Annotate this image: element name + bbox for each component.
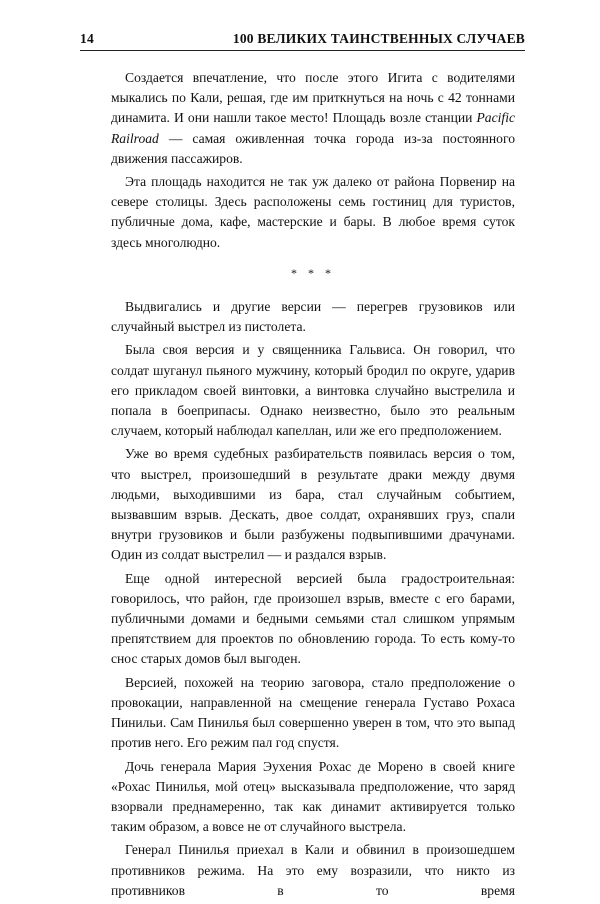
paragraph-text: Создается впечатление, что после этого Игита с водителями мыкались по Кали, решая, где им приткнуться на ночь с 42 тоннами динамита. И они нашли такое место! Площадь возле станции bbox=[111, 70, 515, 126]
running-header bbox=[80, 28, 525, 51]
book-title: 100 ВЕЛИКИХ ТАИНСТВЕННЫХ СЛУЧАЕВ bbox=[232, 31, 525, 46]
italic-station-name: Pacific Railroad bbox=[111, 110, 515, 146]
paragraph-text: — самая оживленная точка города из-за постоянного движения пассажиров. bbox=[111, 130, 515, 166]
section-separator: * * * bbox=[291, 265, 335, 280]
paragraph: Дочь генерала Мария Эухения Рохас де Морено в своей книге «Рохас Пинилья, мой отец» высказывала предположение, что заряд взорвали преднамеренно, так как динамит активируется только таким образом, а вовсе не от случайного выстрела. bbox=[111, 758, 515, 835]
paragraph: Версией, похожей на теорию заговора, стало предположение о провокации, направленной на смещение генерала Густаво Рохаса Пинильи. Сам Пинилья был совершенно уверен в том, что это выпад против него. Его режим пал год спустя. bbox=[111, 674, 515, 751]
page-body bbox=[111, 68, 515, 904]
paragraph: Была своя версия и у священника Гальвиса. Он говорил, что солдат шуганул пьяного мужчину, который бродил по округе, ударив его прикладом своей винтовки, а винтовка случайно выстрелила и попала в боеприпасы. Однако неизвестно, было это реальным случаем, который наблюдал капеллан, или же его предположением. bbox=[111, 342, 515, 439]
paragraph: Еще одной интересной версией была градостроительная: говорилось, что район, где произошел взрыв, вместе с его барами, публичными домами и бедными семьями стал слишком упрямым препятствием для проектов по обновлению города. То есть кому-то снос старых домов был выгоден. bbox=[111, 570, 515, 667]
paragraph: Эта площадь находится не так уж далеко от района Порвенир на севере столицы. Здесь расположены семь гостиниц для туристов, публичные дома, кафе, мастерские и бары. В любое время суток здесь многолюдно. bbox=[111, 174, 515, 250]
paragraph: Уже во время судебных разбирательств появилась версия о том, что выстрел, произошедший в результате драки между двумя людьми, выходившими из бара, стал случайным событием, вызвавшим взрыв. Дескать, двое солдат, охранявших груз, спали внутри грузовиков и были разбужены подвыпившими драчунами. Один из солдат выстрелил — и раздался взрыв. bbox=[111, 446, 515, 563]
paragraph bbox=[111, 68, 515, 169]
paragraph: Выдвигались и другие версии — перегрев грузовиков или случайный выстрел из пистолета. bbox=[111, 299, 515, 335]
page-number: 14 bbox=[80, 31, 94, 46]
paragraph: Генерал Пинилья приехал в Кали и обвинил в произошедшем противников режима. На это ему возразили, что никто из противников в то время bbox=[111, 842, 515, 898]
